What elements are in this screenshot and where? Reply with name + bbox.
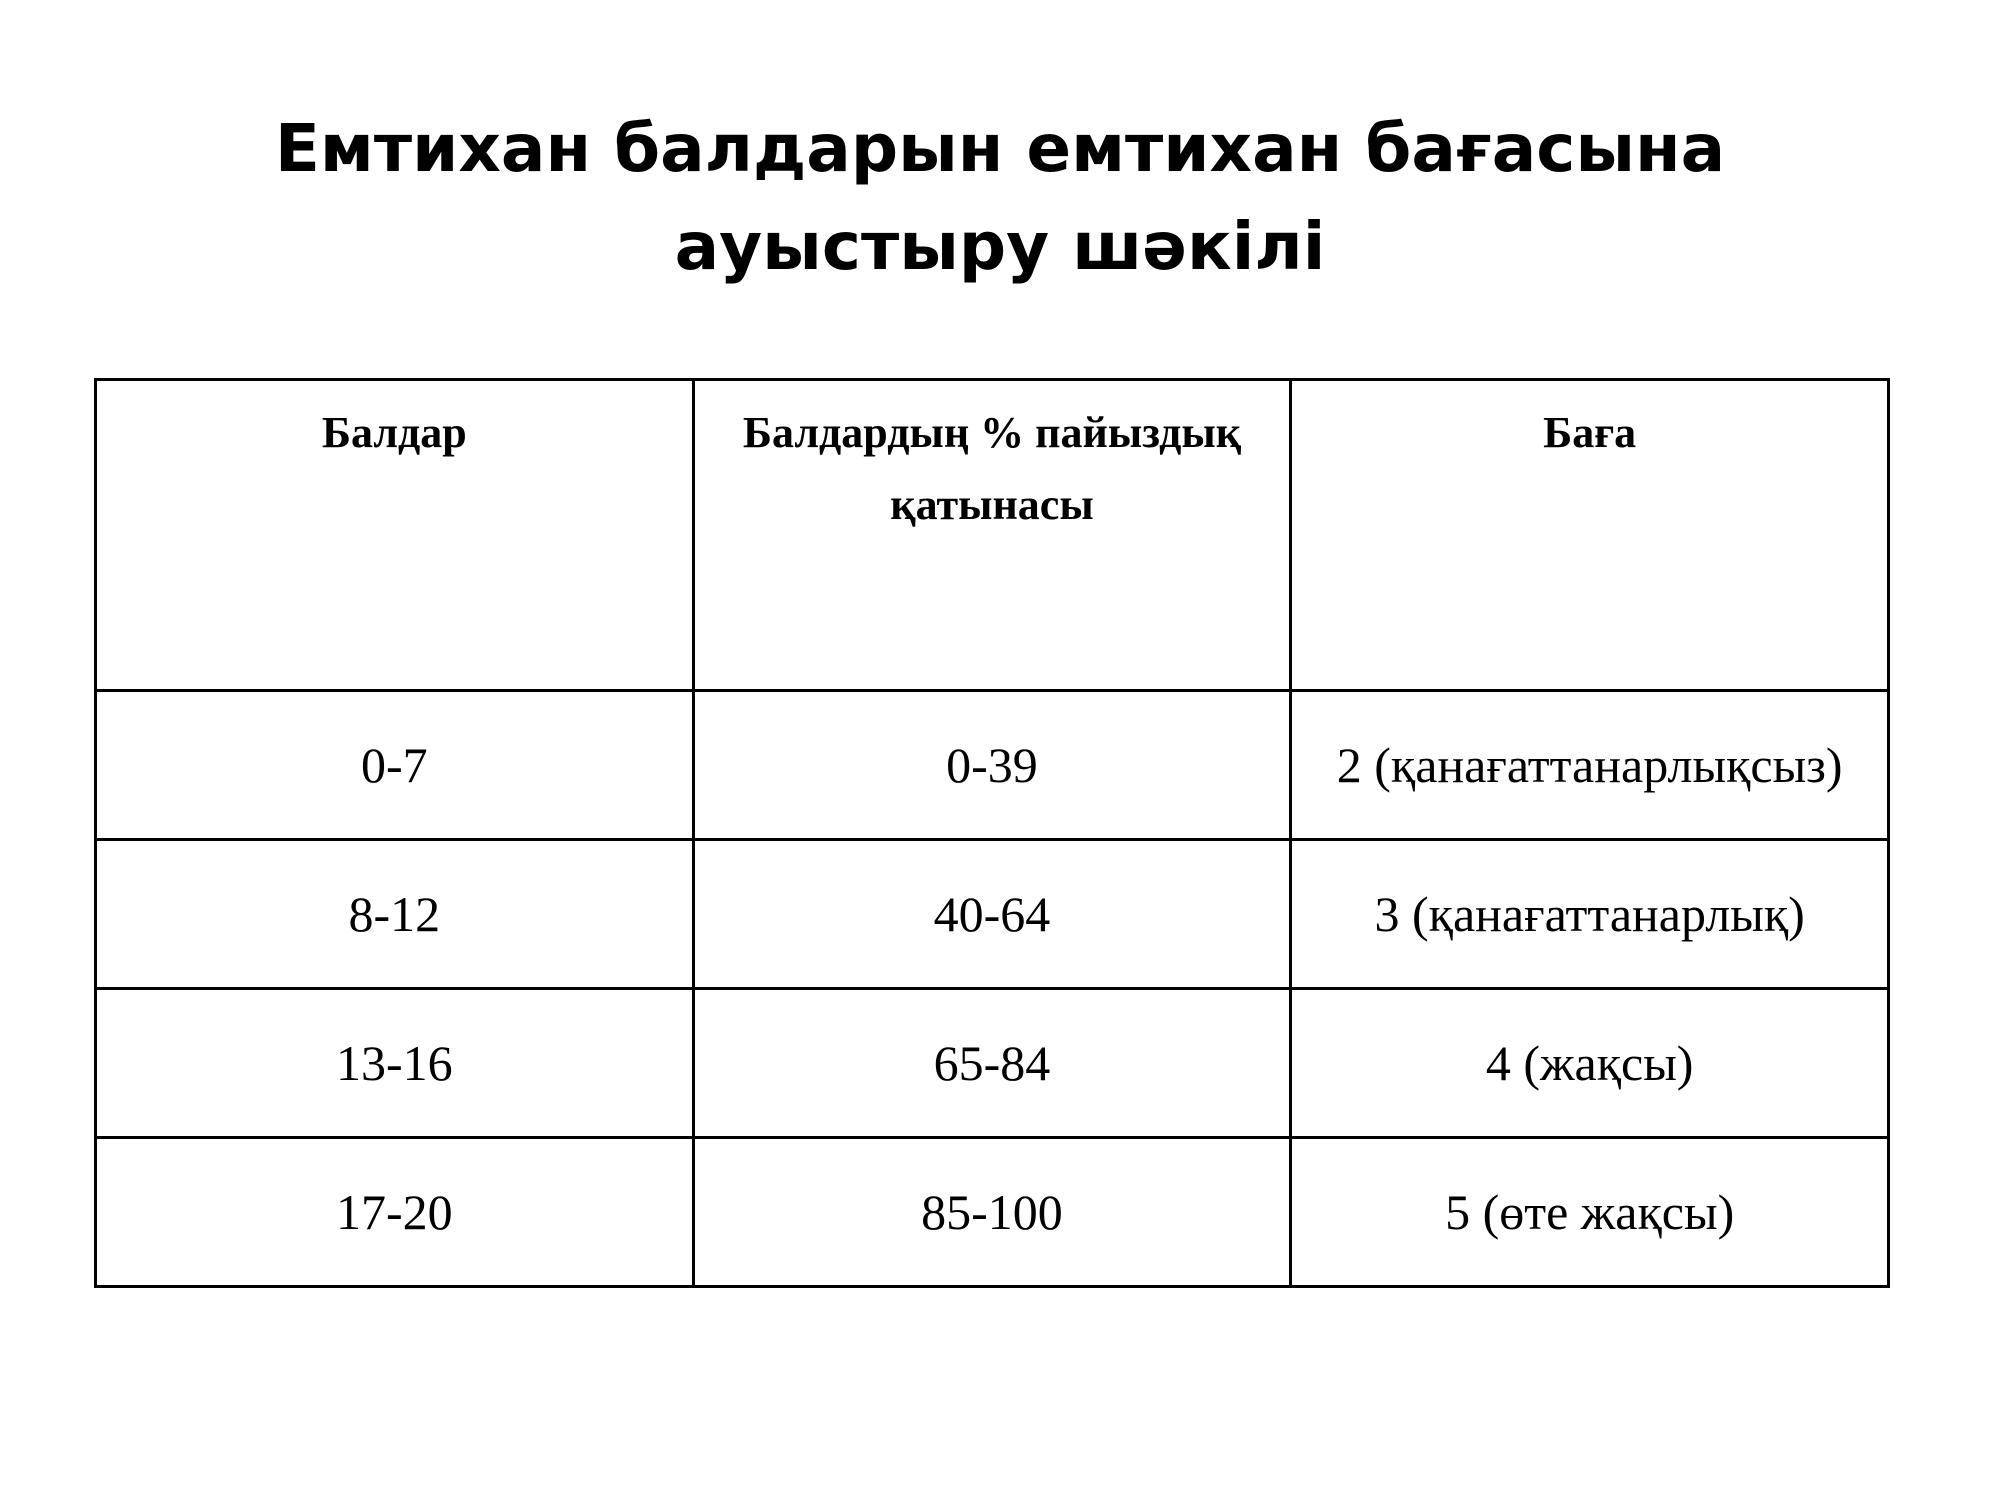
table-row <box>96 1138 1889 1287</box>
cell-points: 0-7 <box>96 691 694 840</box>
cell-grade: 3 (қанағаттанарлық) <box>1291 840 1889 989</box>
cell-grade: 2 (қанағаттанарлықсыз) <box>1291 691 1889 840</box>
cell-grade: 5 (өте жақсы) <box>1291 1138 1889 1287</box>
cell-percentage: 0-39 <box>693 691 1291 840</box>
cell-percentage: 85-100 <box>693 1138 1291 1287</box>
slide-title: Емтихан балдарын емтихан бағасына ауыстыру шәкілі <box>274 110 1726 285</box>
header-points: Балдар <box>96 380 694 691</box>
cell-points: 8-12 <box>96 840 694 989</box>
cell-points: 13-16 <box>96 989 694 1138</box>
cell-percentage: 40-64 <box>693 840 1291 989</box>
cell-grade: 4 (жақсы) <box>1291 989 1889 1138</box>
table-row <box>96 989 1889 1138</box>
cell-points: 17-20 <box>96 1138 694 1287</box>
table-row <box>96 840 1889 989</box>
header-percentage: Балдардың % пайыздық қатынасы <box>693 380 1291 691</box>
table-row <box>96 691 1889 840</box>
table-header-row <box>96 380 1889 691</box>
cell-percentage: 65-84 <box>693 989 1291 1138</box>
grade-conversion-table <box>94 378 1890 1288</box>
header-grade: Баға <box>1291 380 1889 691</box>
